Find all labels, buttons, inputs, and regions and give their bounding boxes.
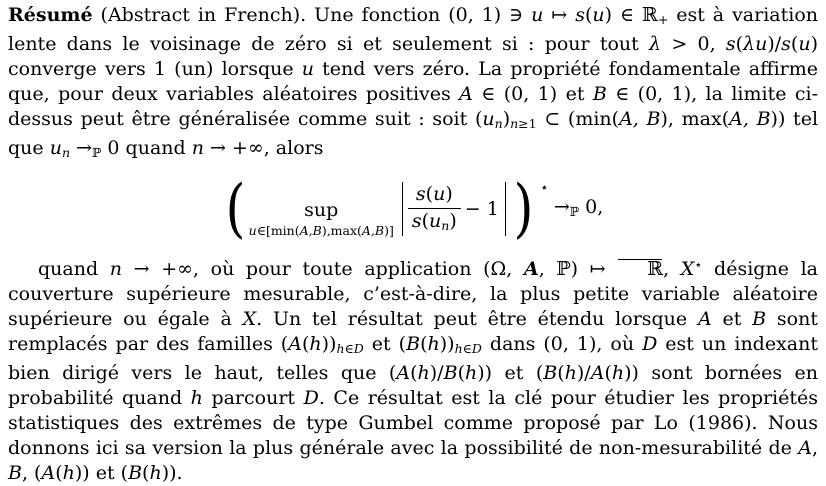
text-segment: A [459,83,473,105]
minus-one-term [465,197,499,222]
text-segment: s [415,183,426,206]
text-segment: tend vers zéro. La propriété fondamentale affirme que, pour deux variables aléatoires positives [8,58,818,105]
open-paren: ( [225,172,246,246]
text-segment: s [575,4,585,26]
text-segment: u [482,108,495,130]
text-segment: A,B [299,223,322,239]
text-segment: ( [557,362,565,384]
text-segment: n [494,116,503,131]
text-segment: ), max( [660,108,730,130]
text-segment: D [471,341,482,356]
text-segment: ∈ [344,341,354,356]
text-segment: dans (0, 1), où [481,333,643,355]
text-segment: u [49,137,62,159]
text-segment: ( [420,333,428,355]
text-segment: )/ [767,33,782,55]
text-segment: h [336,341,345,356]
text-segment: ∈ (0, 1) et [472,83,593,105]
abstract-paragraph-1 [8,3,818,165]
text-segment: ) [502,108,511,130]
text-segment: , [663,258,681,280]
text-segment: et [711,308,753,330]
text-segment: ∈[min( [256,223,300,239]
text-segment: A [697,308,712,330]
text-segment: h [190,387,203,409]
text-segment: B [543,362,558,384]
text-segment: . Un tel résultat peut être étendu lorsque [256,308,698,330]
text-segment: ( [790,33,799,55]
abs-bar-left [402,182,403,236]
text-segment: )/ [576,362,591,384]
close-paren-with-star [511,172,549,246]
convergence-in-probability [554,195,604,224]
text-segment: B [128,462,143,484]
text-segment: ℙ [91,145,102,160]
text-segment: u [531,4,544,26]
text-segment: A,B [361,223,385,239]
text-segment: A [288,333,302,355]
text-segment: est à variation lente dans le voisinage de zéro si et seulement si : pour tout [8,4,819,55]
text-segment: ( [301,333,310,355]
abstract-paragraph-2 [8,253,818,486]
display-equation [8,165,818,253]
text-segment: ) converge vers 1 (un) lorsque [8,33,819,80]
text-segment: ℝ [617,257,663,282]
text-segment: ⋆ [694,258,703,273]
text-segment: A [523,258,539,280]
text-segment: ) [449,210,457,233]
text-segment: n [441,218,450,234]
text-segment: u [592,4,605,26]
text-segment: B [443,362,458,384]
text-segment: ),max( [321,223,362,239]
text-segment: ( [735,33,744,55]
text-segment: → [70,137,92,159]
text-segment: u [429,210,442,233]
text-segment: ( [55,462,63,484]
text-segment: h [564,362,577,384]
text-segment: parcourt [202,387,304,409]
text-segment: ( [421,210,430,233]
text-segment: et ( [363,333,407,355]
text-segment: B [8,462,22,484]
text-segment: + [657,12,669,27]
fraction-denominator [408,208,461,233]
text-segment: → +∞, où pour toute application (Ω, [122,258,524,280]
text-segment: h [149,462,162,484]
text-segment: désigne la couverture supérieure mesurable, c’est-à-dire, la plus petite variable aléatoire supérieure ou égale à [8,258,818,330]
text-segment: h [309,333,322,355]
text-segment: − 1 [464,197,499,220]
text-segment: Résumé [8,4,93,26]
text-segment: ( [142,462,150,484]
text-segment: → +∞, alors [203,137,324,159]
text-segment: n [61,145,70,160]
text-segment: sont remplacés par des familles ( [8,308,818,355]
text-segment: , ( [21,462,42,484]
text-segment: h [464,362,478,384]
text-segment: h [417,362,430,384]
text-segment: ∈ [462,341,472,356]
fraction [408,184,461,233]
text-segment: B [592,83,607,105]
text-segment: A [396,362,411,384]
abs-bar-right [505,182,506,236]
text-segment: u [301,58,315,80]
sup-operator: sup [304,198,339,221]
text-segment: )) [439,333,455,355]
text-segment: ≥1 [518,116,537,131]
text-segment: D [353,341,364,356]
text-segment: u [248,223,257,239]
text-segment: )] [384,223,394,239]
text-segment: , ℙ) ↦ [538,258,618,280]
text-segment: ∈ (0, 1), la limite ci-dessus peut être généralisée comme suit : soit ( [8,83,818,130]
close-paren: ) [513,172,534,246]
text-segment: ( [604,362,612,384]
text-segment: h [427,333,440,355]
text-segment: D [303,387,319,409]
text-segment: (Abstract in French). Une fonction (0, 1) ∋ [92,4,532,26]
text-segment: n [510,116,519,131]
text-segment: , [811,437,818,459]
fraction-numerator [412,184,457,208]
text-segment: ↦ [543,4,576,26]
text-segment: A [41,462,56,484]
text-segment: ( [457,362,465,384]
text-segment: s [411,210,422,233]
text-segment: s [725,33,736,55]
text-segment: ⊂ (min( [536,108,620,130]
text-segment: h [62,462,75,484]
text-segment: h [611,362,625,384]
text-segment: 0, [579,195,604,218]
text-segment: )) et ( [477,362,544,384]
text-segment: quand [38,258,110,280]
text-segment: ( [425,183,434,206]
text-segment: u [433,183,446,206]
sup-condition [249,223,394,238]
text-segment: λ [649,33,662,55]
text-segment: )) [321,333,337,355]
text-segment: est un indexant bien dirigé vers le haut, telles que ( [8,333,819,384]
text-segment: ℙ [569,203,580,219]
star-superscript: ⋆ [540,180,549,196]
text-segment: X [242,308,257,330]
text-segment: n [191,137,204,159]
text-segment: . Ce résultat est la clé pour étudier les propriétés statistiques des extrêmes de type Gumbel comme proposé par Lo (1986). Nous donnons ici sa version la plus générale avec la possibilité de non-mesurabilité de [8,387,819,459]
text-segment: )) et ( [74,462,129,484]
text-segment: A, B [619,108,661,130]
text-segment: λu [743,33,768,55]
text-segment: 0 quand [101,137,192,159]
text-segment: ) [445,183,453,206]
text-segment: A [798,437,812,459]
text-segment: X [680,258,695,280]
text-segment: h [454,341,463,356]
text-segment: A, B [729,108,771,130]
sup-operator-block [249,200,394,239]
text-segment: > 0, [661,33,726,55]
text-segment: ( [584,4,593,26]
text-segment: ) ∈ ℝ [604,4,658,26]
text-segment: B [752,308,767,330]
text-segment: )). [161,462,183,484]
text-segment: n [109,258,123,280]
text-segment: )) sont bornées en probabilité quand [8,362,818,409]
text-segment: → [553,195,570,218]
text-segment: ( [410,362,418,384]
text-segment: A [590,362,605,384]
text-segment: u [798,33,811,55]
text-segment: B [406,333,421,355]
text-segment: )/ [429,362,444,384]
text-segment: s [781,33,791,55]
text-segment: D [642,333,658,355]
text-segment: )) tel que [8,108,819,159]
